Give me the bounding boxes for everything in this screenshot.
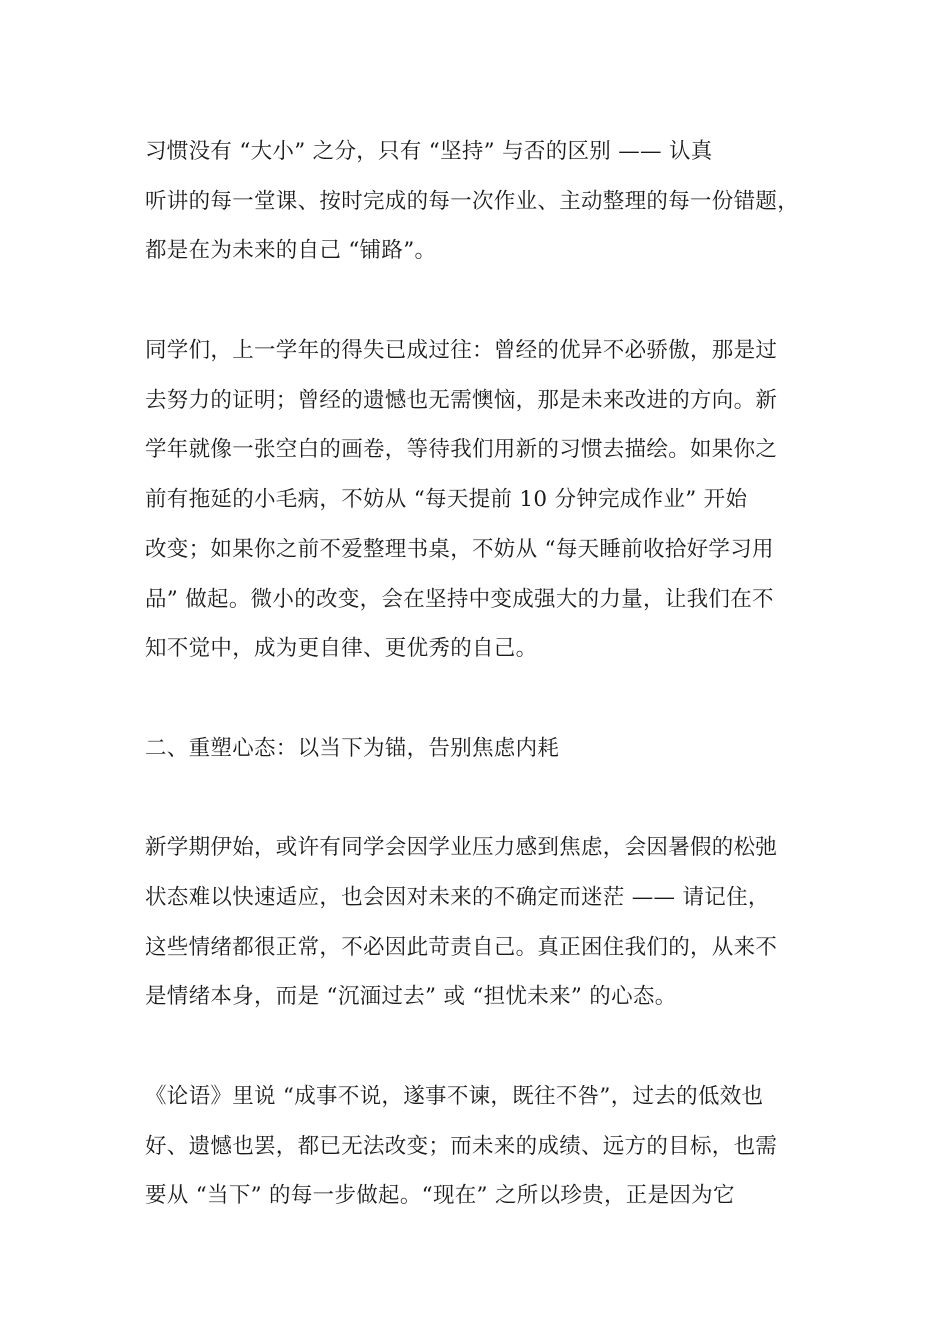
paragraph-1-line-1: 习惯没有 “大小” 之分，只有 “坚持” 与否的区别 —— 认真: [145, 139, 713, 164]
paragraph-3-line-1: 新学期伊始，或许有同学会因学业压力感到焦虑，会因暑假的松弛: [145, 835, 778, 860]
section-heading-2: 二、重塑心态：以当下为锚，告别焦虑内耗: [145, 736, 560, 761]
paragraph-2-line-6: 品” 做起。微小的改变，会在坚持中变成强大的力量，让我们在不: [145, 587, 774, 612]
paragraph-2-line-5: 改变；如果你之前不爱整理书桌，不妨从 “每天睡前收拾好学习用: [145, 537, 774, 562]
paragraph-2-line-4: 前有拖延的小毛病，不妨从 “每天提前 10 分钟完成作业” 开始: [145, 487, 748, 512]
paragraph-1-line-3: 都是在为未来的自己 “铺路”。: [145, 238, 437, 263]
paragraph-4-line-2: 好、遗憾也罢，都已无法改变；而未来的成绩、远方的目标，也需: [145, 1134, 778, 1159]
paragraph-1-line-2: 听讲的每一堂课、按时完成的每一次作业、主动整理的每一份错题，: [145, 189, 800, 214]
paragraph-2-line-2: 去努力的证明；曾经的遗憾也无需懊恼，那是未来改进的方向。新: [145, 388, 778, 413]
paragraph-2-line-1: 同学们，上一学年的得失已成过往：曾经的优异不必骄傲，那是过: [145, 338, 778, 363]
paragraph-3-line-4: 是情绪本身，而是 “沉湎过去” 或 “担忧未来” 的心态。: [145, 984, 677, 1009]
paragraph-4-line-1: 《论语》里说 “成事不说，遂事不谏，既往不咎”，过去的低效也: [145, 1084, 764, 1109]
paragraph-3-line-3: 这些情绪都很正常，不必因此苛责自己。真正困住我们的，从来不: [145, 935, 778, 960]
paragraph-2-line-3: 学年就像一张空白的画卷，等待我们用新的习惯去描绘。如果你之: [145, 437, 778, 462]
paragraph-2-line-7: 知不觉中，成为更自律、更优秀的自己。: [145, 636, 538, 661]
paragraph-4-line-3: 要从 “当下” 的每一步做起。“现在” 之所以珍贵，正是因为它: [145, 1183, 735, 1208]
paragraph-3-line-2: 状态难以快速适应，也会因对未来的不确定而迷茫 —— 请记住，: [145, 885, 770, 910]
